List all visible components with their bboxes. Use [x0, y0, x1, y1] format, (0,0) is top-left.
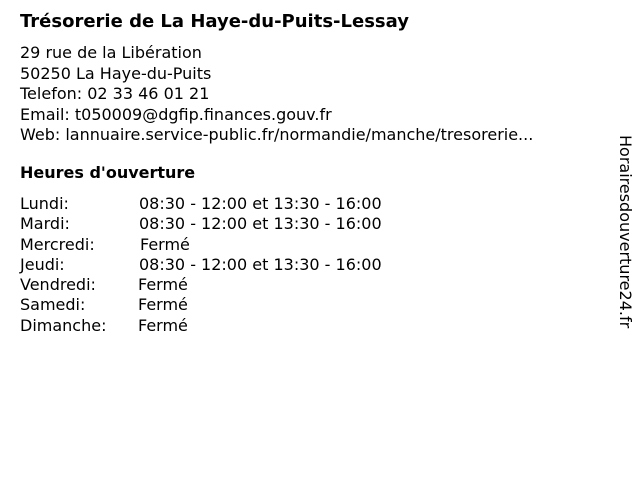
time-value: Fermé	[138, 295, 188, 315]
page-title: Trésorerie de La Haye-du-Puits-Lessay	[20, 11, 409, 32]
day-label: Vendredi:	[20, 275, 96, 295]
city-line: 50250 La Haye-du-Puits	[20, 63, 212, 83]
time-value: Fermé	[138, 315, 188, 335]
day-label: Dimanche:	[20, 315, 107, 335]
time-value: 08:30 - 12:00 et 13:30 - 16:00	[139, 214, 382, 234]
day-label: Jeudi:	[20, 254, 65, 274]
time-value: 08:30 - 12:00 et 13:30 - 16:00	[139, 254, 382, 274]
day-label: Samedi:	[20, 295, 86, 315]
day-label: Mercredi:	[20, 234, 95, 254]
web-line: Web: lannuaire.service-public.fr/normandie/manche/tresorerie...	[20, 125, 534, 144]
hours-heading: Heures d'ouverture	[20, 163, 196, 182]
site-watermark: Horairesdouverture24.fr	[616, 135, 635, 329]
email-line: Email: t050009@dgfip.finances.gouv.fr	[20, 104, 332, 124]
phone-line: Telefon: 02 33 46 01 21	[20, 84, 210, 103]
day-label: Lundi:	[20, 194, 69, 213]
address-block	[20, 43, 533, 146]
time-value: Fermé	[140, 234, 190, 254]
day-label: Mardi:	[20, 214, 70, 234]
street-address: 29 rue de la Libération	[20, 43, 202, 62]
time-value: Fermé	[138, 275, 188, 295]
time-value: 08:30 - 12:00 et 13:30 - 16:00	[139, 194, 382, 213]
